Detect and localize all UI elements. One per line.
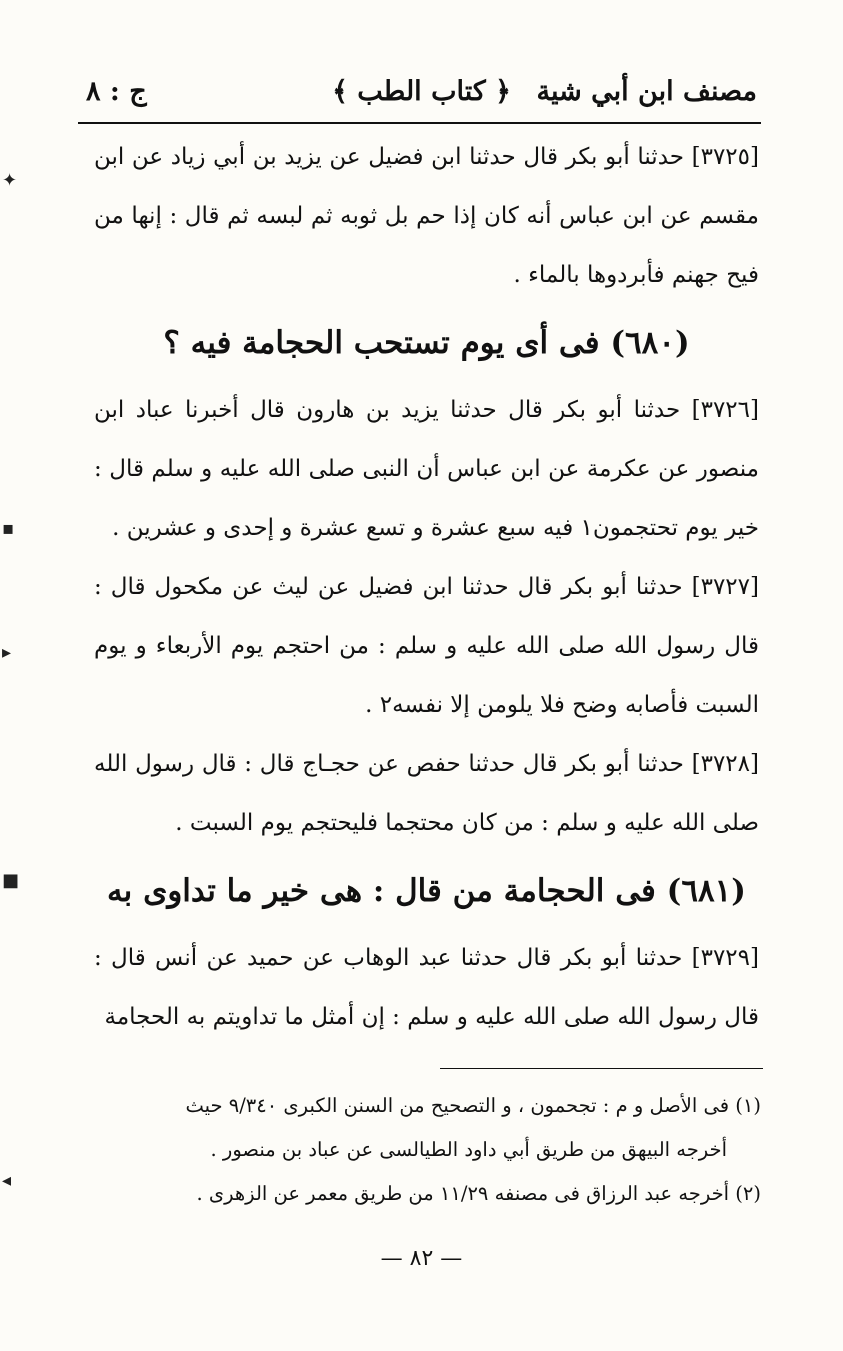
footnote-rule [440,1068,763,1069]
book-title: مصنف ابن أبي شية [536,76,757,107]
footnote-1: (١) فى الأصل و م : تجحمون ، و التصحيح من السنن الكبرى ٩/٣٤٠ حيث [185,1094,761,1117]
hadith-3726: [٣٧٢٦] حدثنا أبو بكر قال حدثنا يزيد بن هارون قال أخبرنا عباد ابن منصور عن عكرمة عن ابن عباس أن النبى صلى الله عليه و سلم قال : خير يوم تحتجمون١ فيه سبع عشرة و تسع عشرة و إحدى و عشرين . [94,397,759,541]
section-heading-681: (٦٨١) فى الحجامة من قال : هى خير ما تداوى به [107,873,746,909]
hadith-3728: [٣٧٢٨] حدثنا أبو بكر قال حدثنا حفص عن حجـاج قال : قال رسول الله صلى الله عليه و سلم : من كان محتجما فليحتجم يوم السبت . [94,751,759,836]
main-text [94,128,759,1047]
chapter-title: ﴿ كتاب الطب ﴾ [332,76,511,107]
footnote-1-continued: أخرجه البيهق من طريق أبي داود الطيالسى عن عباد بن منصور . [210,1138,727,1161]
section-heading-680: (٦٨٠) فى أى يوم تستحب الحجامة فيه ؟ [163,325,690,361]
hadith-3725: [٣٧٢٥] حدثنا أبو بكر قال حدثنا ابن فضيل عن يزيد بن أبي زياد عن ابن مقسم عن ابن عباس أنه كان إذا حم بل ثوبه ثم لبسه ثم قال : إنها من فيح جهنم فأبردوها بالماء . [94,144,759,288]
margin-mark-icon: ▪ [2,518,15,539]
margin-mark-icon: ✦ [2,170,18,191]
volume-label: ج : ٨ [86,76,147,107]
margin-mark-icon: ■ [2,870,20,891]
page-number: — ٨٢ — [380,1246,463,1271]
margin-mark-icon: ◂ [2,1170,12,1191]
hadith-3729: [٣٧٢٩] حدثنا أبو بكر قال حدثنا عبد الوهاب عن حميد عن أنس قال : قال رسول الله صلى الله عليه و سلم : إن أمثل ما تداويتم به الحجامة [94,945,759,1030]
footnotes [96,1084,761,1216]
header-rule [78,122,761,124]
hadith-3727: [٣٧٢٧] حدثنا أبو بكر قال حدثنا ابن فضيل عن ليث عن مكحول قال : قال رسول الله صلى الله عليه و سلم : من احتجم يوم الأربعاء و يوم السبت فأصابه وضح فلا يلومن إلا نفسه٢ . [94,574,759,718]
footnote-2: (٢) أخرجه عبد الرزاق فى مصنفه ١١/٢٩ من طريق معمر عن الزهرى . [196,1182,761,1205]
page-header [86,70,757,118]
margin-mark-icon: ▸ [2,642,12,663]
